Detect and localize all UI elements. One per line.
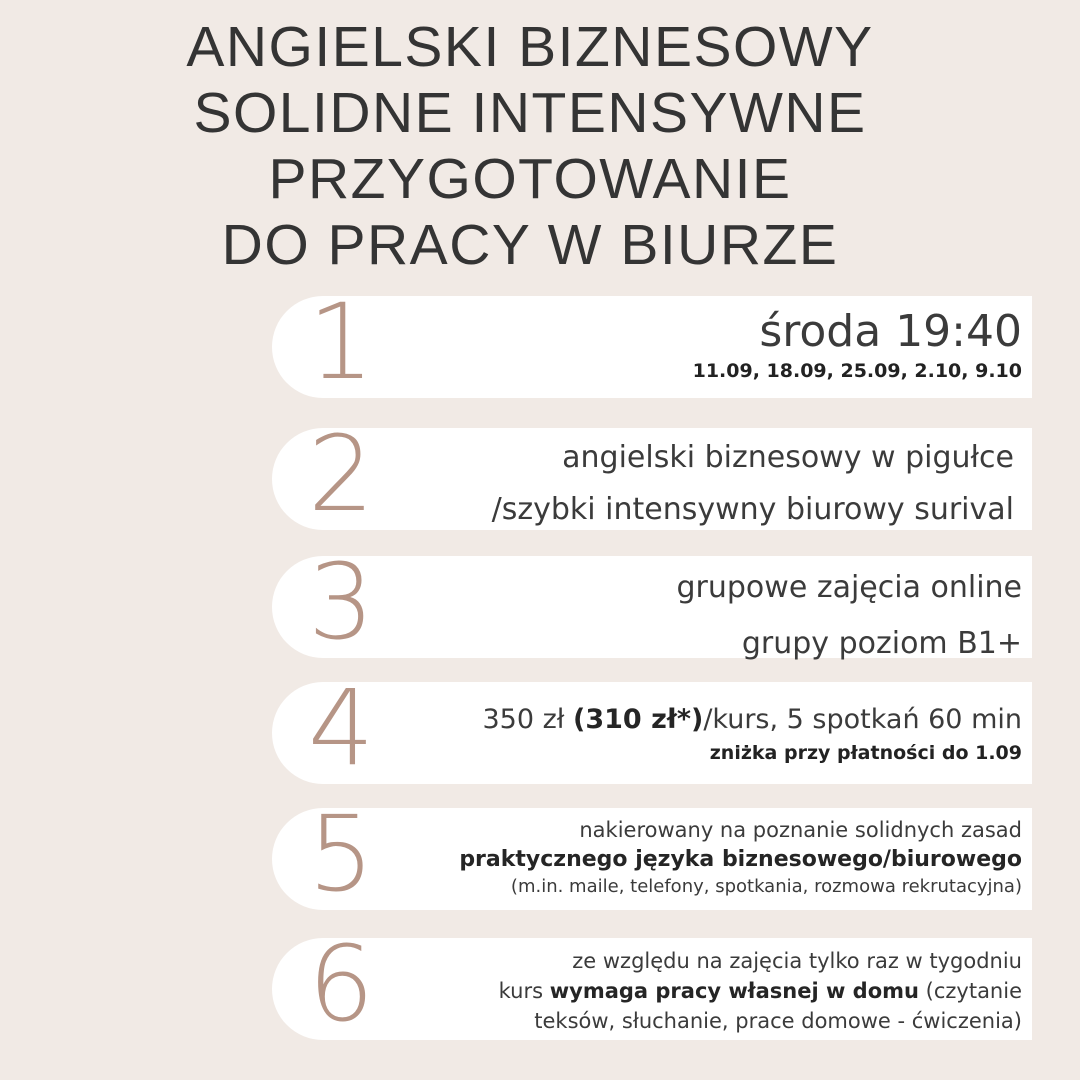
price-regular: 350 zł: [482, 704, 574, 735]
item-line: angielski biznesowy w pigułce: [562, 440, 1014, 475]
schedule-dates: 11.09, 18.09, 25.09, 2.10, 9.10: [692, 360, 1022, 382]
price-discounted: (310 zł*): [573, 704, 704, 735]
list-item-summary: [272, 413, 1032, 535]
homework-emphasis: wymaga pracy własnej w domu: [549, 979, 919, 1003]
item-line-bold: praktycznego języka biznesowego/biurowego: [459, 847, 1022, 872]
item-line: /szybki intensywny biurowy surival: [491, 492, 1014, 527]
list-item-schedule: [272, 281, 1032, 403]
item-number: 2: [308, 413, 375, 535]
homework-prefix: kurs: [498, 979, 550, 1003]
item-text: [492, 432, 1014, 536]
title-line-3: PRZYGOTOWANIE: [268, 147, 792, 211]
item-number: 4: [308, 667, 375, 789]
title-line-4: DO PRACY W BIURZE: [221, 213, 839, 277]
item-number: 1: [308, 281, 375, 403]
title-line-1: ANGIELSKI BIZNESOWY: [186, 15, 874, 79]
item-line: grupy poziom B1+: [741, 626, 1022, 661]
list-item-focus: [272, 793, 1032, 915]
item-number: 3: [308, 541, 375, 663]
item-line: nakierowany na poznanie solidnych zasad: [579, 818, 1022, 842]
list-item-homework: [272, 923, 1032, 1045]
item-line: ze względu na zajęcia tylko raz w tygodniu: [572, 949, 1022, 973]
list-item-price: [272, 667, 1032, 789]
item-line: grupowe zajęcia online: [676, 570, 1022, 605]
schedule-day-time: środa 19:40: [759, 306, 1022, 357]
item-text: [482, 700, 1022, 766]
item-number: 6: [308, 923, 375, 1045]
homework-suffix: (czytanie: [918, 979, 1022, 1003]
list-item-format: [272, 541, 1032, 663]
item-number: 5: [308, 793, 375, 915]
discount-note: zniżka przy płatności do 1.09: [709, 742, 1022, 764]
item-text: [693, 306, 1022, 384]
item-line: teksów, słuchanie, prace domowe - ćwiczenia): [534, 1009, 1022, 1033]
price-details: /kurs, 5 spotkań 60 min: [703, 704, 1022, 735]
item-line-note: (m.in. maile, telefony, spotkania, rozmowa rekrutacyjna): [510, 876, 1022, 897]
price-line: [482, 700, 1022, 740]
item-text: [499, 946, 1022, 1036]
title-line-2: SOLIDNE INTENSYWNE: [193, 81, 867, 145]
item-text: [459, 816, 1022, 900]
page-title: [100, 14, 960, 278]
item-line: [499, 976, 1022, 1006]
item-text: [677, 560, 1023, 672]
